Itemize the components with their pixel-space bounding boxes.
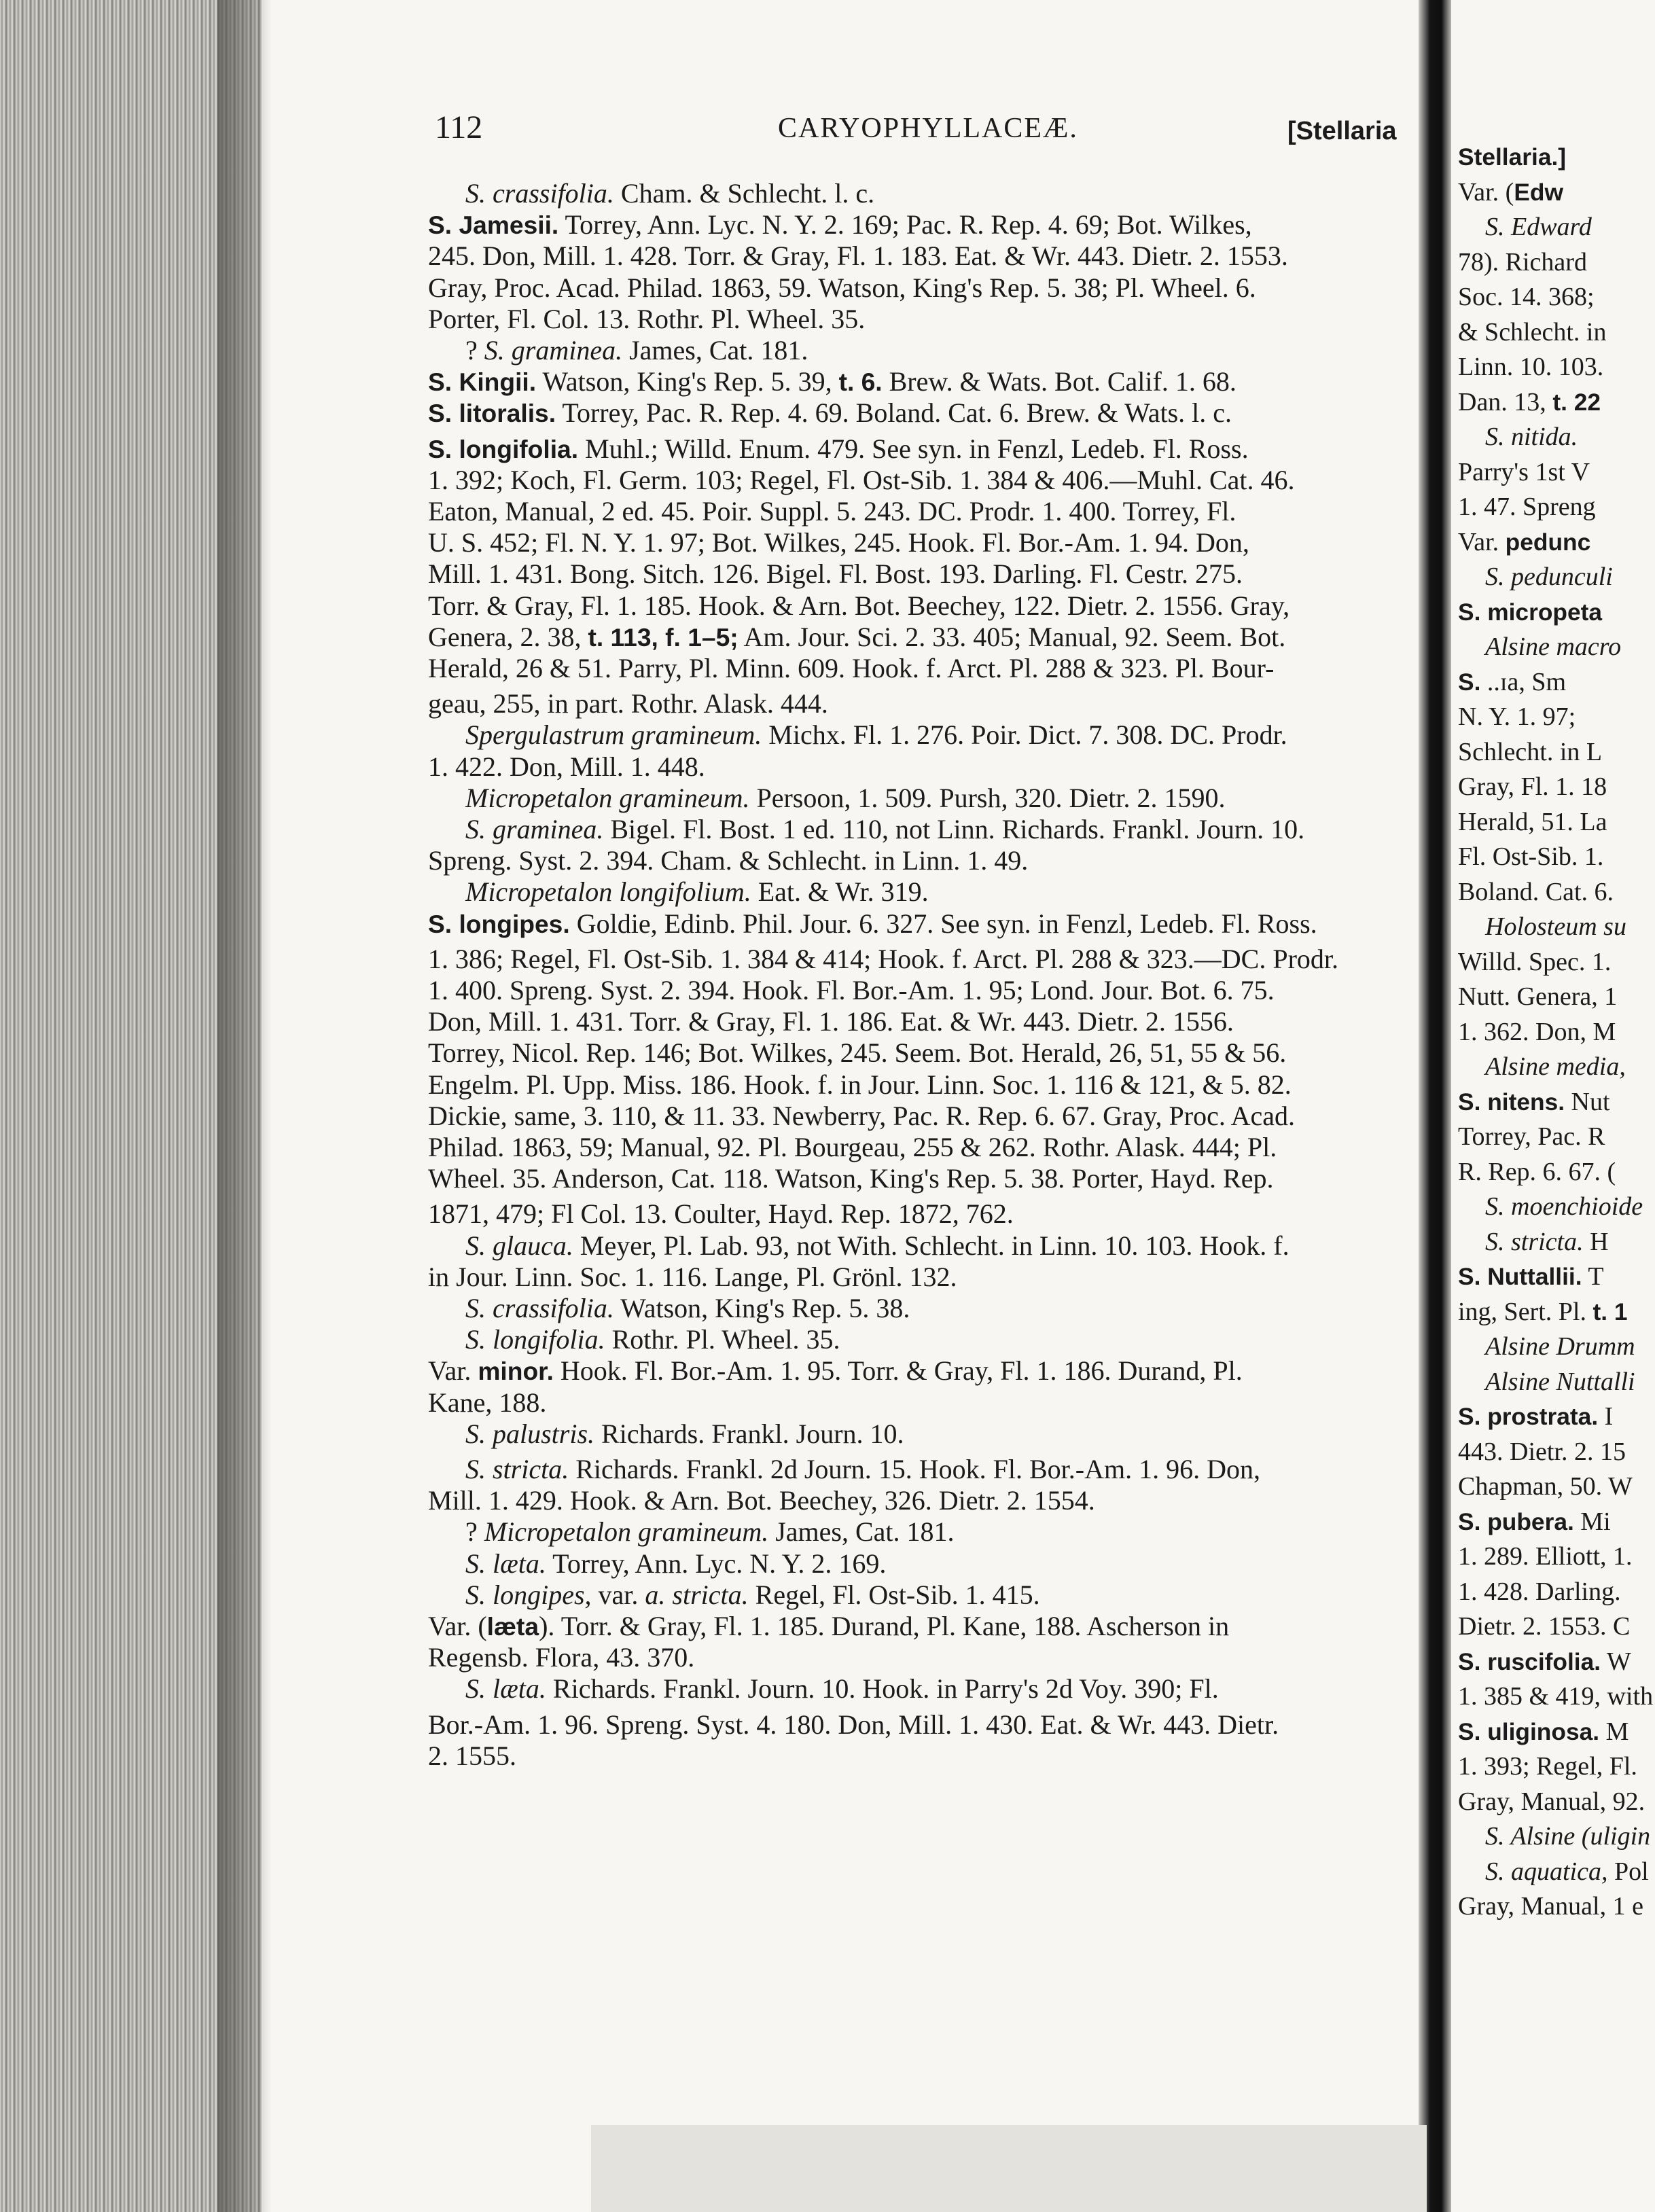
text-line: Gray, Fl. 1. 18 — [1458, 772, 1607, 801]
text-line: S. pedunculi — [1485, 563, 1613, 591]
text-line: in Jour. Linn. Soc. 1. 116. Lange, Pl. Grönl. 132. — [428, 1261, 957, 1292]
text-line: ing, Sert. Pl. t. 1 — [1458, 1297, 1628, 1326]
text-line: Soc. 14. 368; — [1458, 283, 1595, 311]
text-line: Porter, Fl. Col. 13. Rothr. Pl. Wheel. 35. — [428, 303, 866, 334]
text-line: Kane, 188. — [428, 1387, 547, 1418]
text-line: Willd. Spec. 1. — [1458, 947, 1612, 976]
text-line: Mill. 1. 429. Hook. & Arn. Bot. Beechey, 326. Dietr. 2. 1554. — [428, 1485, 1095, 1516]
text-line: Dietr. 2. 1553. C — [1458, 1612, 1631, 1641]
bottom-tab — [591, 2125, 1427, 2212]
text-line: Bor.-Am. 1. 96. Spreng. Syst. 4. 180. Don, Mill. 1. 430. Eat. & Wr. 443. Dietr. — [428, 1709, 1279, 1740]
text-line: Dickie, same, 3. 110, & 11. 33. Newberry, Pac. R. Rep. 6. 67. Gray, Proc. Acad. — [428, 1100, 1296, 1131]
text-line: S. crassifolia. Cham. & Schlecht. l. c. — [465, 178, 875, 209]
text-line: Var. (Edw — [1458, 177, 1563, 207]
text-line: S. stricta. Richards. Frankl. 2d Journ. 15. Hook. Fl. Bor.-Am. 1. 96. Don, — [465, 1454, 1260, 1484]
page-gutter — [1419, 0, 1451, 2212]
text-line: S. graminea. Bigel. Fl. Bost. 1 ed. 110, not Linn. Richards. Frankl. Journ. 10. — [465, 814, 1305, 844]
text-line: S. litoralis. Torrey, Pac. R. Rep. 4. 69. Boland. Cat. 6. Brew. & Wats. l. c. — [428, 397, 1232, 429]
text-line: S. palustris. Richards. Frankl. Journ. 10. — [465, 1418, 904, 1449]
text-line: Herald, 51. La — [1458, 807, 1607, 836]
text-line: S. læta. Richards. Frankl. Journ. 10. Hook. in Parry's 2d Voy. 390; Fl. — [465, 1673, 1219, 1705]
text-line: ? S. graminea. James, Cat. 181. — [465, 335, 808, 365]
text-line: U. S. 452; Fl. N. Y. 1. 97; Bot. Wilkes, 245. Hook. Fl. Bor.-Am. 1. 94. Don, — [428, 527, 1249, 558]
text-line: Linn. 10. 103. — [1458, 353, 1604, 381]
text-line: 1. 386; Regel, Fl. Ost-Sib. 1. 384 & 414; Hook. f. Arct. Pl. 288 & 323.—DC. Prodr. — [428, 943, 1339, 974]
text-line: Gray, Manual, 1 e — [1458, 1892, 1643, 1921]
text-line: S. nitida. — [1485, 423, 1578, 451]
text-line: Don, Mill. 1. 431. Torr. & Gray, Fl. 1. 186. Eat. & Wr. 443. Dietr. 2. 1556. — [428, 1006, 1234, 1037]
text-line: ? Micropetalon gramineum. James, Cat. 181. — [465, 1516, 955, 1548]
text-line: S. Edward — [1485, 213, 1592, 241]
text-line: 1. 400. Spreng. Syst. 2. 394. Hook. Fl. Bor.-Am. 1. 95; Lond. Jour. Bot. 6. 75. — [428, 975, 1275, 1005]
text-line: Holosteum su — [1485, 912, 1626, 941]
text-line: Schlecht. in L — [1458, 737, 1603, 766]
text-line: Fl. Ost-Sib. 1. — [1458, 842, 1604, 871]
text-line: Engelm. Pl. Upp. Miss. 186. Hook. f. in Jour. Linn. Soc. 1. 116 & 121, & 5. 82. — [428, 1069, 1292, 1100]
section-label: [Stellaria — [1287, 117, 1397, 145]
text-line: 1. 362. Don, M — [1458, 1017, 1616, 1046]
text-line: & Schlecht. in — [1458, 317, 1607, 346]
text-line: S. pubera. Mi — [1458, 1507, 1611, 1536]
text-line: 245. Don, Mill. 1. 428. Torr. & Gray, Fl. 1. 183. Eat. & Wr. 443. Dietr. 2. 1553. — [428, 240, 1288, 272]
text-line: geau, 255, in part. Rothr. Alask. 444. — [428, 688, 828, 719]
text-line: 1. 47. Spreng — [1458, 493, 1596, 521]
text-line: S. aquatica, Pol — [1485, 1857, 1649, 1886]
text-line: Philad. 1863, 59; Manual, 92. Pl. Bourgeau, 255 & 262. Rothr. Alask. 444; Pl. — [428, 1132, 1277, 1162]
text-line: 443. Dietr. 2. 15 — [1458, 1437, 1626, 1466]
text-line: Herald, 26 & 51. Parry, Pl. Minn. 609. Hook. f. Arct. Pl. 288 & 323. Pl. Bour- — [428, 653, 1275, 683]
left-page — [265, 0, 1420, 2212]
text-line: S. stricta. H — [1485, 1227, 1609, 1256]
page-number: 112 — [435, 109, 483, 145]
text-line: Regensb. Flora, 43. 370. — [428, 1642, 695, 1673]
text-line: S. Kingii. Watson, King's Rep. 5. 39, t. 6. Brew. & Wats. Bot. Calif. 1. 68. — [428, 366, 1236, 397]
text-line: Var. pedunc — [1458, 527, 1591, 556]
text-line: Torrey, Nicol. Rep. 146; Bot. Wilkes, 245. Seem. Bot. Herald, 26, 51, 55 & 56. — [428, 1037, 1287, 1069]
text-line: 1. 385 & 419, with — [1458, 1682, 1654, 1711]
text-line: S. longifolia. Muhl.; Willd. Enum. 479. See syn. in Fenzl, Ledeb. Fl. Ross. — [428, 433, 1249, 464]
text-line: S. glauca. Meyer, Pl. Lab. 93, not With. Schlecht. in Linn. 10. 103. Hook. f. — [465, 1230, 1289, 1261]
text-line: Wheel. 35. Anderson, Cat. 118. Watson, King's Rep. 5. 38. Porter, Hayd. Rep. — [428, 1163, 1274, 1194]
text-line: S. uliginosa. M — [1458, 1717, 1629, 1746]
text-line: S. longipes. Goldie, Edinb. Phil. Jour. 6. 327. See syn. in Fenzl, Ledeb. Fl. Ross. — [428, 908, 1317, 939]
text-line: Spreng. Syst. 2. 394. Cham. & Schlecht. in Linn. 1. 49. — [428, 845, 1029, 876]
text-line: R. Rep. 6. 67. ( — [1458, 1157, 1616, 1186]
text-line: Alsine media, — [1485, 1052, 1626, 1081]
text-line: S. crassifolia. Watson, King's Rep. 5. 38. — [465, 1293, 910, 1323]
text-line: 1. 289. Elliott, 1. — [1458, 1542, 1633, 1571]
text-line: Boland. Cat. 6. — [1458, 877, 1614, 906]
text-line: 2. 1555. — [428, 1740, 516, 1771]
text-line: S. Jamesii. Torrey, Ann. Lyc. N. Y. 2. 169; Pac. R. Rep. 4. 69; Bot. Wilkes, — [428, 209, 1252, 240]
text-line: 78). Richard — [1458, 247, 1587, 276]
text-line: Torr. & Gray, Fl. 1. 185. Hook. & Arn. Bot. Beechey, 122. Dietr. 2. 1556. Gray, — [428, 590, 1290, 621]
text-line: Spergulastrum gramineum. Michx. Fl. 1. 276. Poir. Dict. 7. 308. DC. Prodr. — [465, 719, 1287, 751]
text-line: Genera, 2. 38, t. 113, f. 1–5; Am. Jour. Sci. 2. 33. 405; Manual, 92. Seem. Bot. — [428, 621, 1286, 652]
text-line: S. læta. Torrey, Ann. Lyc. N. Y. 2. 169. — [465, 1548, 887, 1579]
text-line: Alsine Drumm — [1485, 1332, 1635, 1361]
running-title: CARYOPHYLLACEÆ. — [778, 113, 1078, 144]
text-line: 1. 393; Regel, Fl. — [1458, 1752, 1637, 1781]
text-line: S. ruscifolia. W — [1458, 1647, 1631, 1676]
text-line: Micropetalon gramineum. Persoon, 1. 509. Pursh, 320. Dietr. 2. 1590. — [465, 782, 1226, 813]
text-line: S. Alsine (uligin — [1485, 1822, 1651, 1851]
text-line: Micropetalon longifolium. Eat. & Wr. 319. — [465, 876, 929, 908]
text-line: Parry's 1st V — [1458, 457, 1590, 486]
text-line: 1. 428. Darling. — [1458, 1577, 1621, 1606]
text-line: S. longifolia. Rothr. Pl. Wheel. 35. — [465, 1324, 840, 1355]
text-line: 1871, 479; Fl Col. 13. Coulter, Hayd. Rep. 1872, 762. — [428, 1198, 1014, 1230]
text-line: Mill. 1. 431. Bong. Sitch. 126. Bigel. Fl. Bost. 193. Darling. Fl. Cestr. 275. — [428, 558, 1243, 590]
text-line: Dan. 13, t. 22 — [1458, 387, 1601, 416]
text-line: Gray, Proc. Acad. Philad. 1863, 59. Watson, King's Rep. 5. 38; Pl. Wheel. 6. — [428, 272, 1256, 303]
text-line: Alsine Nuttalli — [1485, 1367, 1635, 1396]
page-shadow — [217, 0, 272, 2212]
text-line: N. Y. 1. 97; — [1458, 702, 1576, 731]
text-line: Alsine macro — [1485, 632, 1622, 661]
text-line: Eaton, Manual, 2 ed. 45. Poir. Suppl. 5. 243. DC. Prodr. 1. 400. Torrey, Fl. — [428, 496, 1236, 527]
text-line: S. prostrata. I — [1458, 1402, 1614, 1431]
text-line: S. micropeta — [1458, 599, 1603, 626]
text-line: 1. 422. Don, Mill. 1. 448. — [428, 751, 705, 782]
text-line: Gray, Manual, 92. — [1458, 1787, 1645, 1816]
right-page — [1451, 0, 1655, 2212]
text-line: Nutt. Genera, 1 — [1458, 982, 1618, 1011]
text-line: S. Nuttallii. T — [1458, 1262, 1604, 1291]
text-line: S. ..ɪa, Sm — [1458, 667, 1567, 696]
text-line: Stellaria.] — [1458, 144, 1567, 171]
text-line: Chapman, 50. W — [1458, 1472, 1633, 1501]
text-line: S. nitens. Nut — [1458, 1087, 1610, 1116]
text-line: S. longipes, var. a. stricta. Regel, Fl. Ost-Sib. 1. 415. — [465, 1579, 1040, 1610]
text-line: Torrey, Pac. R — [1458, 1122, 1605, 1151]
text-line: S. moenchioide — [1485, 1192, 1643, 1221]
text-line: Var. minor. Hook. Fl. Bor.-Am. 1. 95. Torr. & Gray, Fl. 1. 186. Durand, Pl. — [428, 1355, 1243, 1387]
text-line: 1. 392; Koch, Fl. Germ. 103; Regel, Fl. Ost-Sib. 1. 384 & 406.—Muhl. Cat. 46. — [428, 464, 1295, 495]
text-line: Var. (læta). Torr. & Gray, Fl. 1. 185. Durand, Pl. Kane, 188. Ascherson in — [428, 1611, 1230, 1641]
